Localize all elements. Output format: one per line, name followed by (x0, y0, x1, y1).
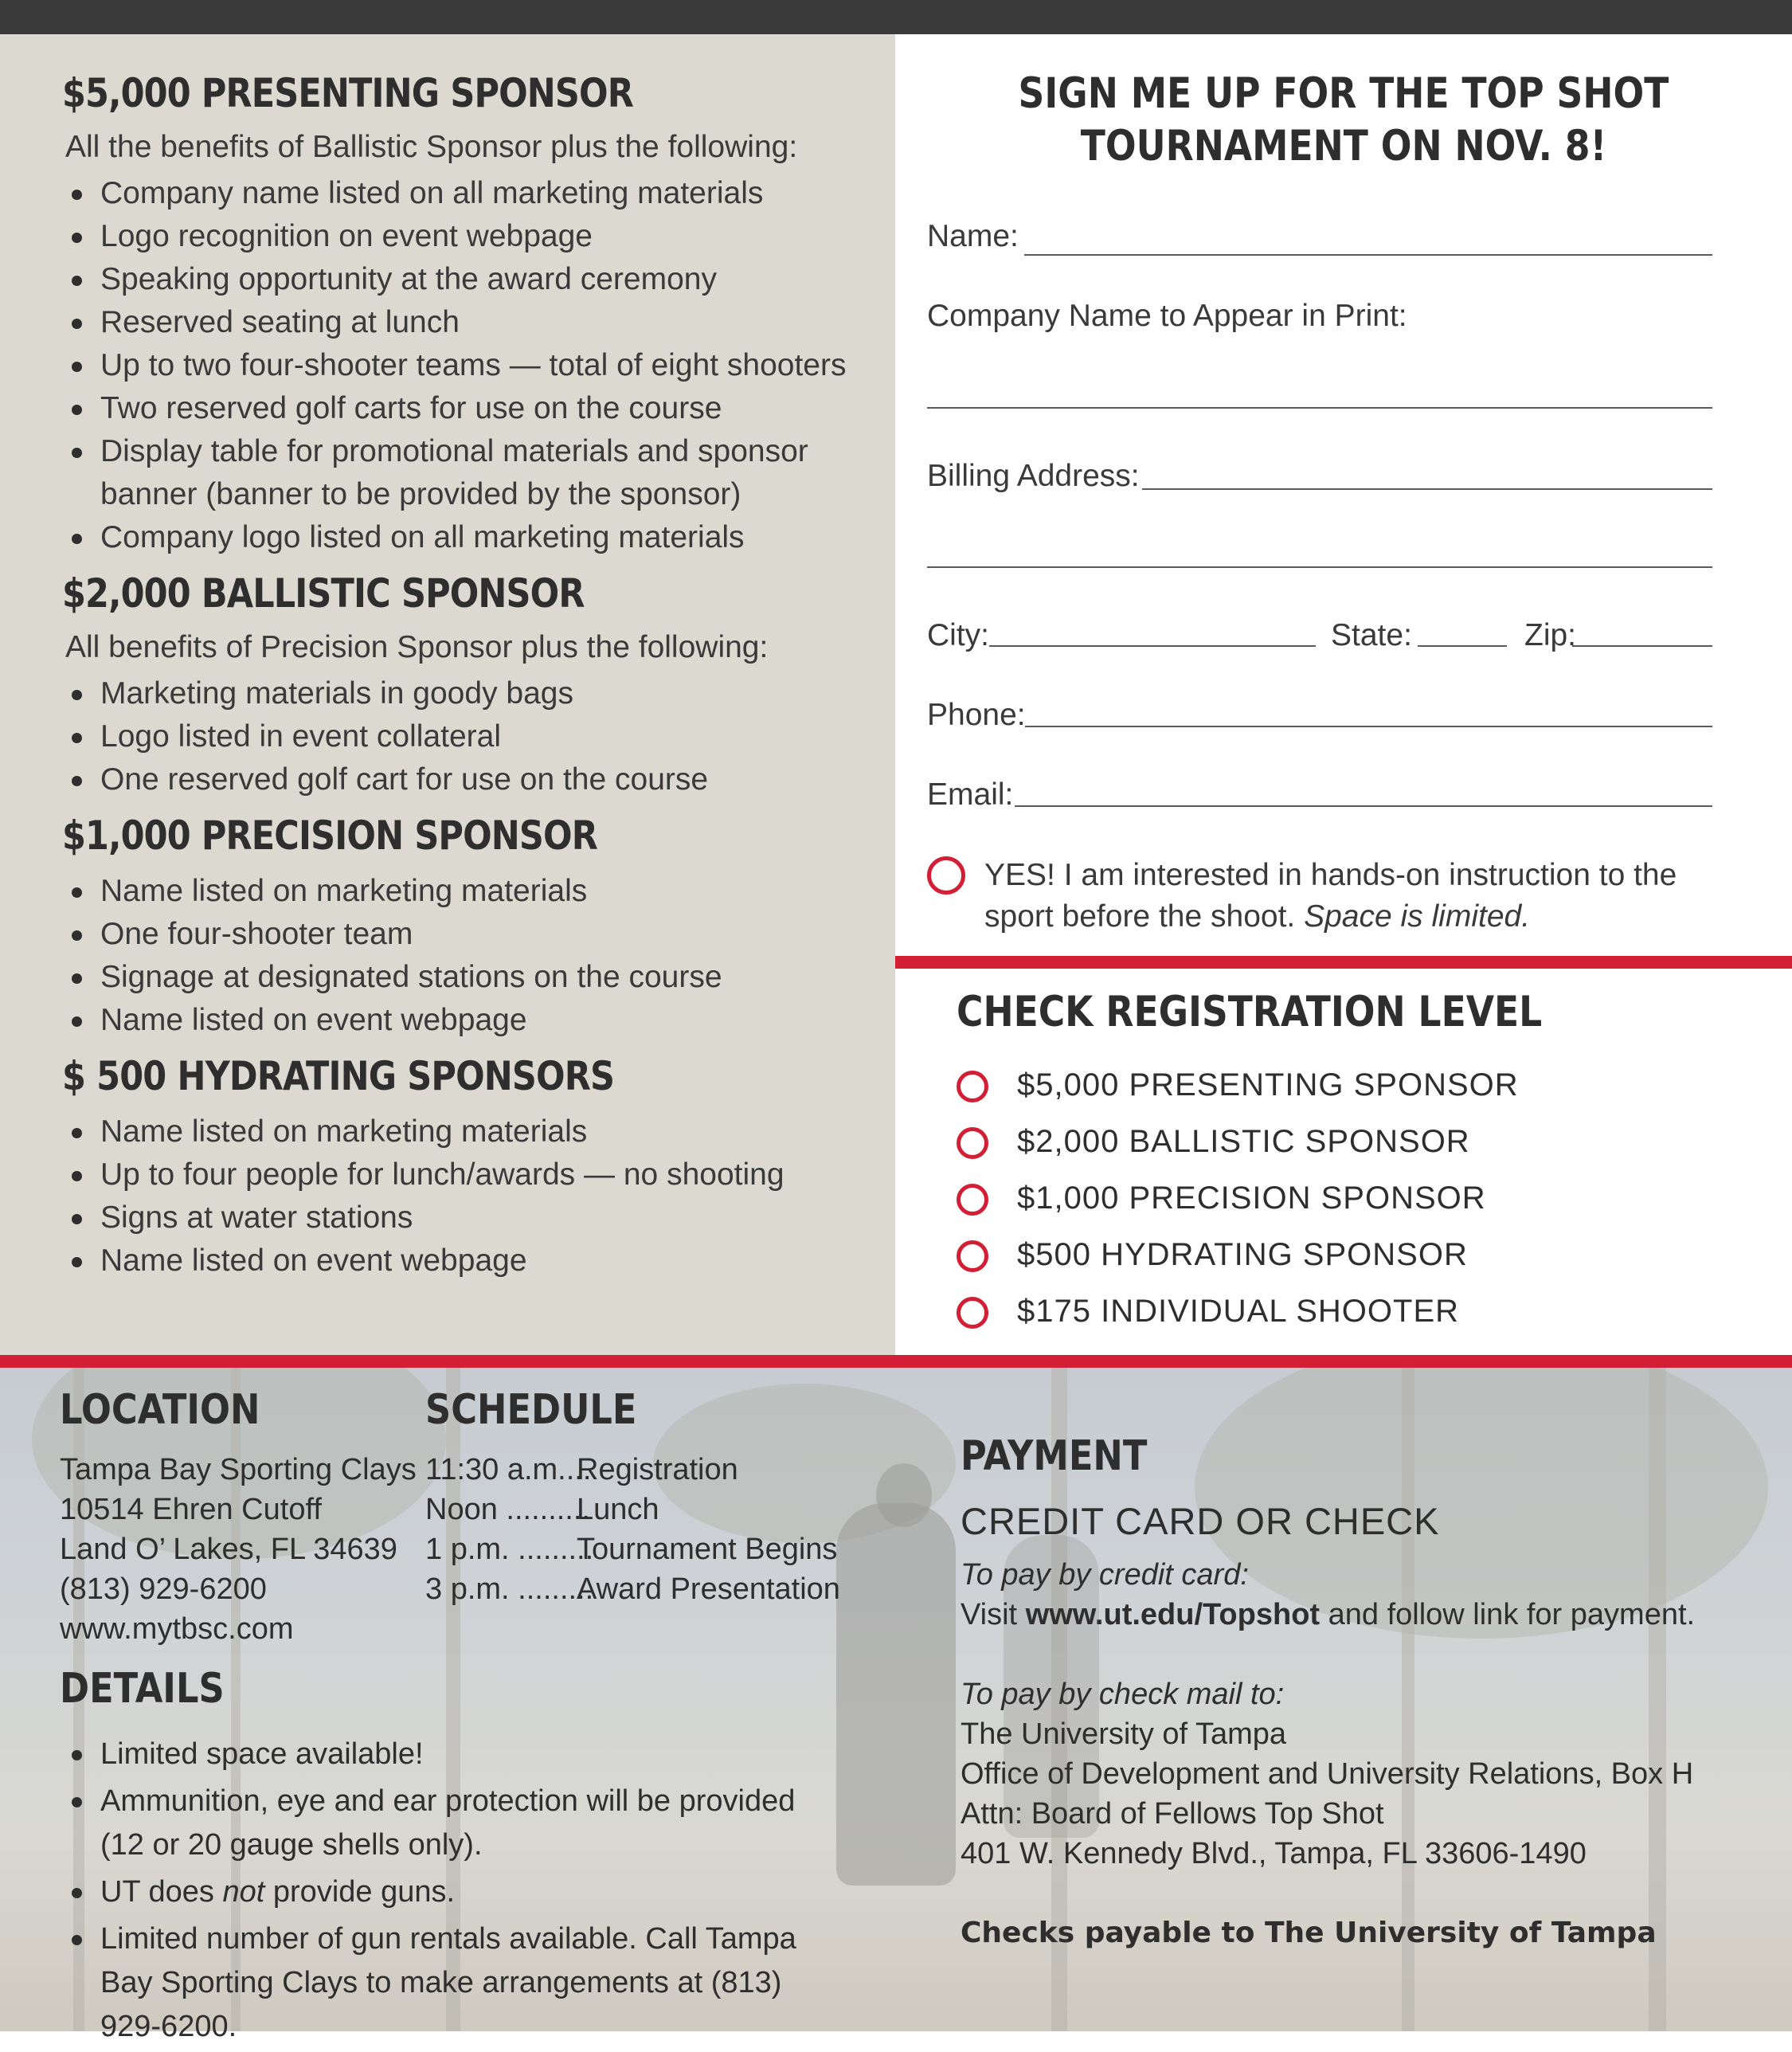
checks-payable-note: Checks payable to The University of Tampa (961, 1917, 1657, 1949)
billing-address-label: Billing Address: (927, 459, 1140, 493)
ballistic-sponsor-intro: All benefits of Precision Sponsor plus the following: (65, 630, 769, 664)
schedule-time: 11:30 a.m.... (425, 1453, 592, 1486)
list-item: Up to four people for lunch/awards — no shooting (62, 1153, 847, 1196)
radio-icon[interactable] (957, 1127, 988, 1159)
billing-address-line2-field[interactable] (927, 566, 1712, 568)
mail-address-line: The University of Tampa (961, 1717, 1287, 1751)
schedule-row (425, 1569, 840, 1609)
schedule-time: 3 p.m. ......... (425, 1572, 594, 1606)
presenting-sponsor-heading: $5,000 PRESENTING SPONSOR (62, 70, 633, 116)
sponsorship-panel (0, 34, 895, 1355)
schedule-time: 1 p.m. ......... (425, 1533, 594, 1566)
payment-instructions (961, 1555, 1757, 1953)
company-name-field[interactable] (927, 407, 1712, 409)
email-field[interactable] (1015, 805, 1712, 807)
shooter-figure (836, 1503, 956, 1886)
location-line: Tampa Bay Sporting Clays (60, 1453, 417, 1486)
instruction-checkbox[interactable] (927, 856, 965, 895)
phone-field[interactable] (1025, 726, 1712, 727)
details-guns-emphasis: not (222, 1875, 265, 1909)
schedule-row (425, 1490, 840, 1529)
list-item: Speaking opportunity at the award ceremony (62, 258, 847, 301)
credit-card-intro: To pay by credit card: (961, 1558, 1249, 1592)
list-item: Logo listed in event collateral (62, 715, 847, 758)
name-label: Name: (927, 219, 1019, 253)
radio-icon[interactable] (957, 1240, 988, 1272)
visit-pre: Visit (961, 1598, 1018, 1631)
list-item: Ammunition, eye and ear protection will be provided (12 or 20 gauge shells only). (62, 1780, 827, 1867)
payment-heading: PAYMENT (961, 1432, 1148, 1480)
ballistic-benefits-list (62, 672, 847, 801)
list-item: Signs at water stations (62, 1196, 847, 1239)
list-item: Up to two four-shooter teams — total of eight shooters (62, 344, 847, 387)
billing-address-field[interactable] (1142, 488, 1712, 490)
company-label: Company Name to Appear in Print: (927, 299, 1407, 333)
city-field[interactable] (989, 645, 1316, 647)
list-item: Limited number of gun rentals available. Call Tampa Bay Sporting Clays to make arrangements at (813) 929-6200. (62, 1917, 827, 2049)
hydrating-sponsor-heading: $ 500 HYDRATING SPONSORS (62, 1053, 615, 1099)
details-guns-post: provide guns. (272, 1875, 456, 1909)
form-divider (895, 956, 1792, 969)
instruction-note: Space is limited. (1304, 899, 1531, 934)
city-label: City: (927, 618, 989, 652)
precision-benefits-list (62, 870, 847, 1042)
instruction-text (984, 855, 1749, 938)
ballistic-sponsor-heading: $2,000 BALLISTIC SPONSOR (62, 570, 585, 617)
zip-field[interactable] (1572, 645, 1712, 647)
location-heading: LOCATION (60, 1386, 260, 1434)
list-item (62, 1870, 827, 1914)
details-heading: DETAILS (60, 1665, 225, 1713)
form-title (895, 68, 1792, 173)
details-guns-pre: UT does (100, 1875, 214, 1909)
registration-level-heading: CHECK REGISTRATION LEVEL (957, 988, 1543, 1036)
list-item: Marketing materials in goody bags (62, 672, 847, 715)
mail-address-line: Office of Development and University Relations, Box H (961, 1757, 1694, 1791)
zip-label: Zip: (1524, 618, 1577, 652)
list-item: Name listed on event webpage (62, 999, 847, 1042)
location-line: 10514 Ehren Cutoff (60, 1493, 322, 1526)
state-field[interactable] (1418, 645, 1507, 647)
list-item: Name listed on marketing materials (62, 870, 847, 913)
list-item: Signage at designated stations on the course (62, 956, 847, 999)
check-intro: To pay by check mail to: (961, 1678, 1285, 1711)
payment-subtitle: CREDIT CARD OR CHECK (961, 1500, 1440, 1542)
mail-address-line: Attn: Board of Fellows Top Shot (961, 1797, 1384, 1831)
list-item: Two reserved golf carts for use on the course (62, 387, 847, 430)
list-item: Limited space available! (62, 1733, 827, 1776)
top-bar (0, 0, 1792, 34)
schedule-time: Noon .......... (425, 1493, 590, 1526)
schedule-row (425, 1450, 840, 1490)
registration-option-label: $500 HYDRATING SPONSOR (1017, 1237, 1468, 1272)
radio-icon[interactable] (957, 1184, 988, 1216)
list-item: One four-shooter team (62, 913, 847, 956)
form-title-line2: TOURNAMENT ON NOV. 8! (1080, 122, 1607, 170)
list-item: Name listed on event webpage (62, 1239, 847, 1282)
location-address (60, 1450, 417, 1649)
registration-option-label: $2,000 BALLISTIC SPONSOR (1017, 1124, 1470, 1159)
location-line: Land O’ Lakes, FL 34639 (60, 1533, 397, 1566)
phone-label: Phone: (927, 698, 1026, 732)
presenting-benefits-list (62, 172, 847, 559)
list-item: Company logo listed on all marketing materials (62, 516, 847, 559)
list-item: Company name listed on all marketing materials (62, 172, 847, 215)
radio-icon[interactable] (957, 1297, 988, 1329)
list-item: One reserved golf cart for use on the course (62, 758, 847, 801)
schedule-event: Award Presentation (577, 1572, 840, 1606)
location-phone: (813) 929-6200 (60, 1572, 267, 1606)
schedule-list (425, 1450, 840, 1609)
location-website[interactable]: www.mytbsc.com (60, 1612, 294, 1646)
state-label: State: (1331, 618, 1412, 652)
schedule-row (425, 1529, 840, 1569)
form-title-line1: SIGN ME UP FOR THE TOP SHOT (1018, 69, 1669, 118)
presenting-sponsor-intro: All the benefits of Ballistic Sponsor plus the following: (65, 130, 798, 164)
instruction-label: YES! I am interested in hands-on instruction to the sport before the shoot. (984, 858, 1677, 934)
hydrating-benefits-list (62, 1110, 847, 1282)
schedule-event: Registration (577, 1453, 738, 1486)
schedule-heading: SCHEDULE (425, 1386, 637, 1434)
mail-address-line: 401 W. Kennedy Blvd., Tampa, FL 33606-1490 (961, 1837, 1587, 1870)
schedule-event: Lunch (577, 1493, 659, 1526)
radio-icon[interactable] (957, 1071, 988, 1102)
registration-option-label: $1,000 PRECISION SPONSOR (1017, 1181, 1486, 1216)
visit-post: and follow link for payment. (1328, 1598, 1696, 1631)
registration-option-label: $175 INDIVIDUAL SHOOTER (1017, 1294, 1460, 1329)
list-item: Logo recognition on event webpage (62, 215, 847, 258)
signup-form (895, 34, 1792, 958)
schedule-event: Tournament Begins (577, 1533, 838, 1566)
list-item: Reserved seating at lunch (62, 301, 847, 344)
shooter-head (876, 1463, 932, 1527)
email-label: Email: (927, 777, 1014, 812)
name-field[interactable] (1024, 254, 1712, 256)
section-divider (0, 1355, 1792, 1368)
registration-option-label: $5,000 PRESENTING SPONSOR (1017, 1067, 1519, 1102)
details-list (62, 1733, 827, 2052)
list-item: Display table for promotional materials and sponsor banner (banner to be provided by the sponsor) (62, 430, 847, 516)
payment-url-link[interactable]: www.ut.edu/Topshot (1025, 1598, 1321, 1631)
precision-sponsor-heading: $1,000 PRECISION SPONSOR (62, 813, 597, 859)
list-item: Name listed on marketing materials (62, 1110, 847, 1153)
